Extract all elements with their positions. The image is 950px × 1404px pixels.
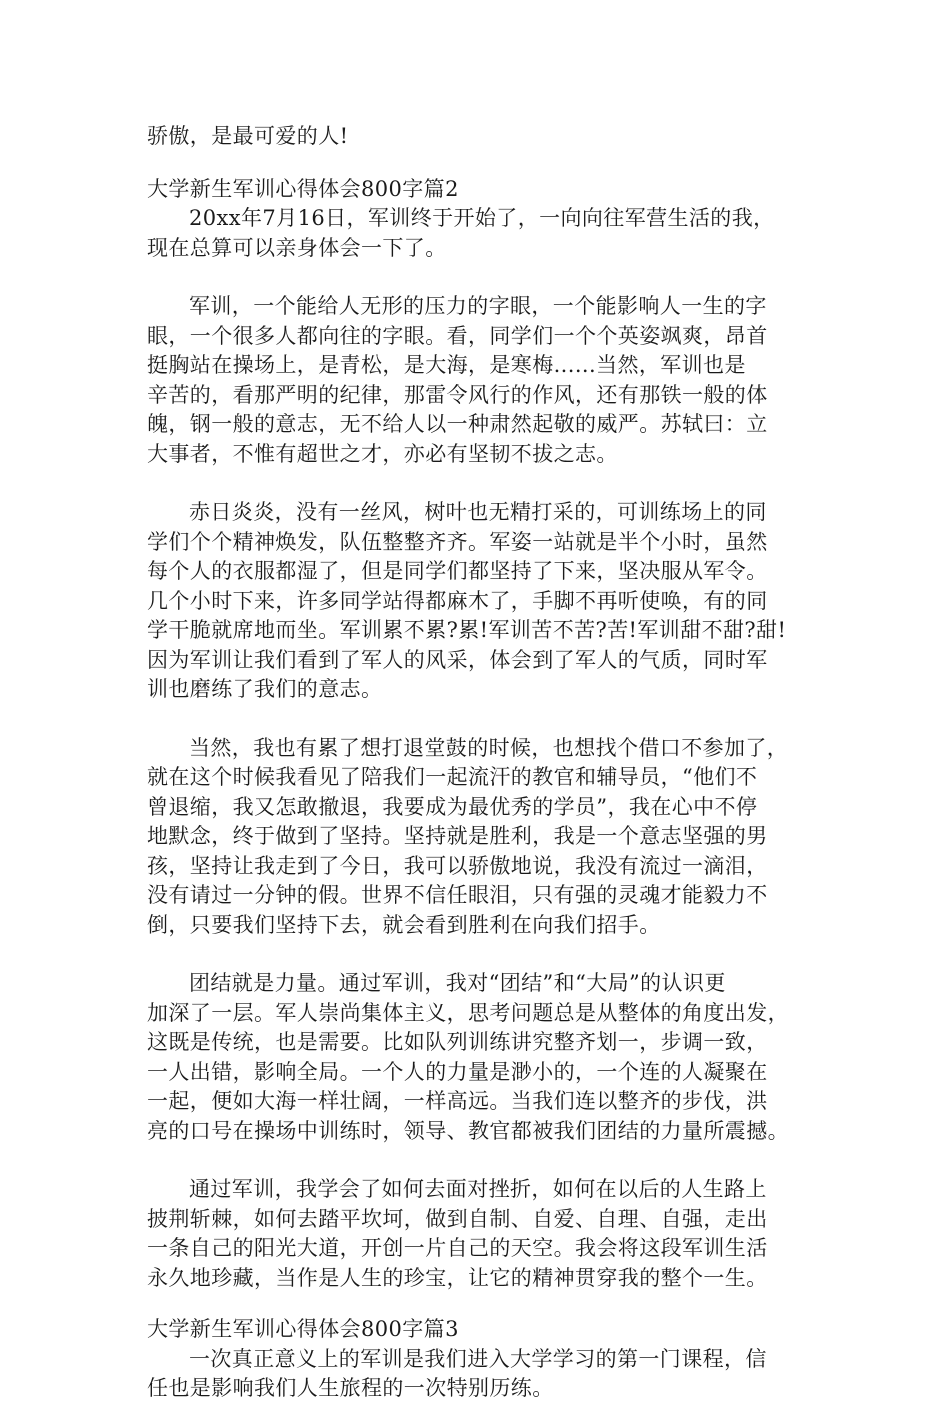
paragraph-line: 现在总算可以亲身体会一下了。 bbox=[147, 235, 447, 260]
paragraph-line: 披荆斩棘，如何去踏平坎坷，做到自制、自爱、自理、自强，走出 bbox=[147, 1206, 768, 1231]
section-3-heading: 大学新生军训心得体会800字篇3 bbox=[147, 1317, 459, 1341]
paragraph-line: 亮的口号在操场中训练时，领导、教官都被我们团结的力量所震撼。 bbox=[147, 1118, 789, 1143]
paragraph-line: 曾退缩，我又怎敢撤退，我要成为最优秀的学员”，我在心中不停 bbox=[147, 794, 758, 819]
paragraph-line: 眼，一个很多人都向往的字眼。看，同学们一个个英姿飒爽，昂首 bbox=[147, 323, 768, 348]
paragraph-line: 魄，钢一般的意志，无不给人以一种肃然起敬的威严。苏轼曰：立 bbox=[147, 412, 768, 436]
document-body bbox=[147, 122, 812, 1404]
paragraph-line: 因为军训让我们看到了军人的风采，体会到了军人的气质，同时军 bbox=[147, 647, 768, 672]
section-2-paragraph-5 bbox=[147, 969, 812, 1146]
paragraph-line: 学们个个精神焕发，队伍整整齐齐。军姿一站就是半个小时，虽然 bbox=[147, 529, 768, 554]
paragraph-line: 每个人的衣服都湿了，但是同学们都坚持了下来，坚决服从军令。 bbox=[147, 559, 768, 583]
paragraph-line: 一次真正意义上的军训是我们进入大学学习的第一门课程，信 bbox=[189, 1346, 767, 1371]
paragraph-line: 当然，我也有累了想打退堂鼓的时候，也想找个借口不参加了， bbox=[189, 735, 789, 760]
paragraph-line: 通过军训，我学会了如何去面对挫折，如何在以后的人生路上 bbox=[189, 1177, 767, 1201]
paragraph-line: 这既是传统，也是需要。比如队列训练讲究整齐划一，步调一致， bbox=[147, 1030, 768, 1054]
paragraph-line: 孩，坚持让我走到了今日，我可以骄傲地说，我没有流过一滴泪， bbox=[147, 853, 768, 878]
paragraph-line: 辛苦的，看那严明的纪律，那雷令风行的作风，还有那铁一般的体 bbox=[147, 382, 768, 407]
opening-line: 骄傲，是最可爱的人! bbox=[147, 124, 349, 148]
paragraph-line: 大事者，不惟有超世之才，亦必有坚韧不拔之志。 bbox=[147, 441, 618, 466]
paragraph-line: 一人出错，影响全局。一个人的力量是渺小的，一个连的人凝聚在 bbox=[147, 1059, 768, 1084]
paragraph-line: 几个小时下来，许多同学站得都麻木了，手脚不再听使唤，有的同 bbox=[147, 588, 768, 613]
section-2-paragraph-1 bbox=[147, 204, 812, 263]
section-2-paragraph-4 bbox=[147, 734, 812, 941]
section-2-paragraph-6 bbox=[147, 1175, 812, 1293]
paragraph-line: 加深了一层。军人崇尚集体主义，思考问题总是从整体的角度出发， bbox=[147, 1000, 789, 1025]
section-2-paragraph-3 bbox=[147, 498, 812, 705]
paragraph-line: 学干脆就席地而坐。军训累不累?累!军训苦不苦?苦!军训甜不甜?甜! bbox=[147, 618, 787, 642]
section-2-heading: 大学新生军训心得体会800字篇2 bbox=[147, 176, 459, 201]
section-2-paragraph-2 bbox=[147, 292, 812, 469]
paragraph-line: 倒，只要我们坚持下去，就会看到胜利在向我们招手。 bbox=[147, 912, 661, 937]
paragraph-line: 一条自己的阳光大道，开创一片自己的天空。我会将这段军训生活 bbox=[147, 1236, 768, 1260]
paragraph-line: 赤日炎炎，没有一丝风，树叶也无精打采的，可训练场上的同 bbox=[189, 500, 767, 524]
paragraph-line: 没有请过一分钟的假。世界不信任眼泪，只有强的灵魂才能毅力不 bbox=[147, 883, 768, 907]
paragraph-line: 挺胸站在操场上，是青松，是大海，是寒梅......当然，军训也是 bbox=[147, 353, 746, 377]
paragraph-line: 20xx年7月16日，军训终于开始了，一向向往军营生活的我， bbox=[189, 206, 775, 230]
paragraph-line: 地默念，终于做到了坚持。坚持就是胜利，我是一个意志坚强的男 bbox=[147, 824, 768, 848]
paragraph-line: 任也是影响我们人生旅程的一次特别历练。 bbox=[147, 1376, 554, 1400]
section-3-paragraph-1 bbox=[147, 1345, 812, 1404]
paragraph-line: 永久地珍藏，当作是人生的珍宝，让它的精神贯穿我的整个一生。 bbox=[147, 1265, 768, 1290]
paragraph-line: 一起，便如大海一样壮阔，一样高远。当我们连以整齐的步伐，洪 bbox=[147, 1089, 768, 1113]
paragraph-line: 训也磨练了我们的意志。 bbox=[147, 677, 383, 701]
paragraph-line: 军训，一个能给人无形的压力的字眼，一个能影响人一生的字 bbox=[189, 294, 767, 318]
paragraph-line: 团结就是力量。通过军训，我对“团结”和“大局”的认识更 bbox=[189, 971, 726, 995]
paragraph-line: 就在这个时候我看见了陪我们一起流汗的教官和辅导员，“他们不 bbox=[147, 765, 758, 789]
